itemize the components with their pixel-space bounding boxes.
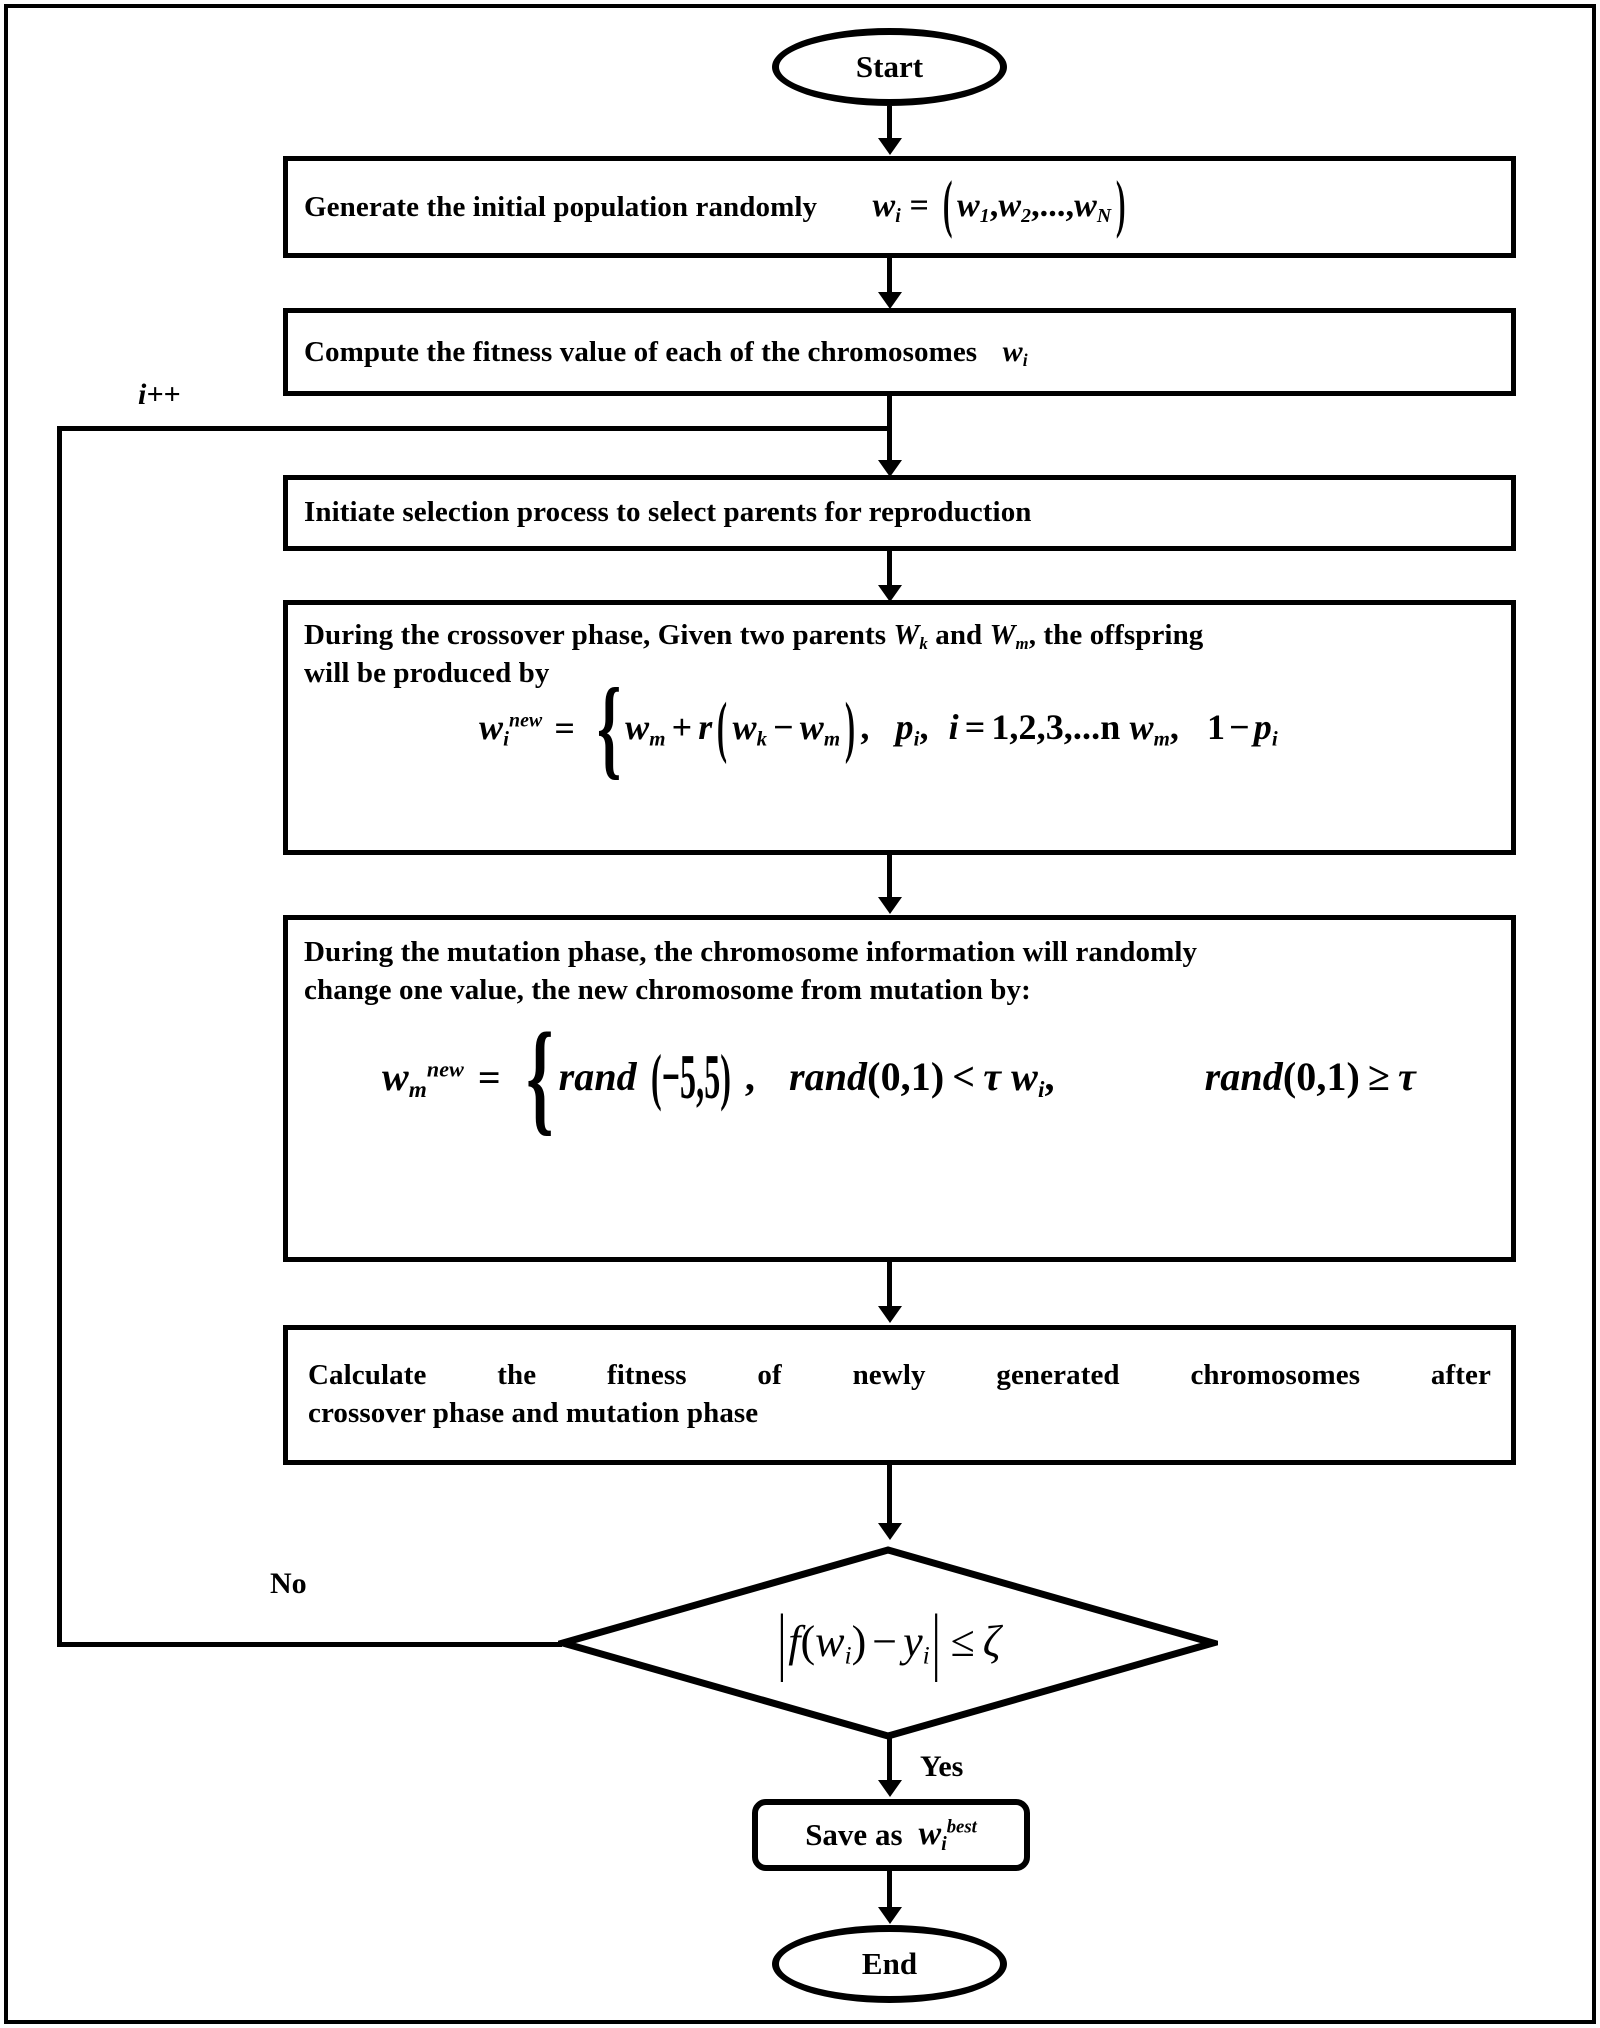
node-calculate-new-fitness-line1: Calculate the fitness of newly generated chromosomes after [308, 1359, 1491, 1392]
node-end-label: End [861, 1946, 918, 1981]
arrowhead-calcfitness [878, 1306, 902, 1323]
save-best-sup: best [946, 1815, 977, 1837]
formula-compute-sub: i [1022, 350, 1028, 371]
crossover-c1-comma: , [860, 706, 870, 747]
mutation-lhs-sup: new [426, 1056, 464, 1082]
connector-init-to-compute [887, 258, 892, 294]
node-mutation-content [304, 934, 1495, 1148]
crossover-piecewise [587, 665, 1278, 790]
crossover-lhs-sub: i [503, 726, 510, 751]
mutation-case2 [1011, 1053, 1416, 1103]
decision-rel: ≤ [950, 1616, 975, 1666]
mutation-c1-rel: < [952, 1053, 976, 1099]
crossover-c1-b-var: w [732, 706, 757, 747]
mutation-c2-cond-arg: (0,1) [1282, 1053, 1360, 1099]
connector-crossover-to-mutation [887, 855, 892, 903]
arrowhead-end [878, 1907, 902, 1924]
node-calculate-new-fitness-line2: crossover phase and mutation phase [308, 1397, 759, 1429]
formula-item2-sub: 2 [1021, 205, 1032, 228]
edge-label-no: No [270, 1567, 307, 1600]
save-best-var: w [918, 1814, 942, 1852]
crossover-parent1-var: W [893, 619, 920, 651]
decision-y-sub: i [922, 1640, 930, 1670]
mutation-cases [558, 1040, 1416, 1113]
node-crossover-line1 [304, 617, 1495, 655]
node-crossover-and: and [935, 619, 983, 651]
mutation-c2-sub: i [1037, 1076, 1045, 1103]
node-crossover-text1-end: , the offspring [1028, 619, 1204, 651]
crossover-case2 [1129, 706, 1278, 751]
crossover-parent2-sub: m [1015, 634, 1029, 654]
decision-w-var: w [815, 1616, 845, 1666]
formula-equals: = [909, 187, 929, 225]
node-save-best-text: Save as [805, 1817, 903, 1852]
node-mutation [283, 915, 1516, 1262]
connector-compute-to-selection [887, 396, 892, 466]
crossover-c1-seq: 1,2,3,...n [991, 706, 1121, 747]
node-compute-fitness-text: Compute the fitness value of each of the chromosomes [304, 336, 978, 369]
mutation-equals: = [477, 1054, 501, 1100]
crossover-c1-plus: + [671, 706, 693, 747]
crossover-c1-p-sub: i [913, 726, 920, 751]
loopback-left-vertical [57, 426, 62, 1647]
crossover-c1-eq2: = [964, 706, 986, 747]
formula-initial-population [872, 170, 1131, 241]
node-calculate-new-fitness-content [308, 1357, 1491, 1432]
node-crossover-text1: During the crossover phase, Given two parents [304, 619, 887, 651]
node-crossover-text2: will be produced by [304, 656, 550, 689]
decision-open-paren: ( [800, 1616, 816, 1666]
node-end [772, 1925, 1007, 2003]
formula-lhs-var: w [872, 187, 896, 225]
formula-item3-sub: N [1096, 205, 1112, 228]
node-crossover-line2 [304, 655, 1495, 693]
crossover-c1-close: ) [845, 688, 856, 765]
formula-item3-var: w [1074, 187, 1097, 225]
crossover-c2-p-sub: i [1271, 726, 1278, 751]
decision-close-paren: ) [851, 1616, 867, 1666]
crossover-c1-p-var: p [895, 706, 914, 747]
crossover-lhs-sup: new [509, 709, 543, 732]
crossover-lhs [479, 704, 542, 752]
mutation-c1-fn: rand [558, 1053, 637, 1099]
mutation-c1-cond-arg: (0,1) [867, 1053, 945, 1099]
node-compute-fitness [283, 308, 1516, 396]
mutation-c2-var: w [1011, 1053, 1038, 1099]
node-generate-initial-population-content [304, 170, 1131, 241]
crossover-c2-a-sub: m [1153, 726, 1170, 751]
mutation-c1-cond-fn: rand [788, 1053, 868, 1099]
crossover-c2-p-var: p [1253, 706, 1272, 747]
crossover-c1-i-var: i [948, 706, 959, 747]
node-decision [558, 1545, 1218, 1741]
arrowhead-mutation [878, 897, 902, 914]
formula-sep1: , [989, 187, 999, 225]
crossover-c2-one: 1 [1207, 706, 1226, 747]
loopback-bottom-horizontal [57, 1642, 562, 1647]
mutation-case1 [558, 1040, 1012, 1113]
node-calculate-new-fitness [283, 1325, 1516, 1465]
formula-item2-var: w [998, 187, 1022, 225]
crossover-c1-open: ( [717, 688, 728, 765]
crossover-equals: = [554, 707, 575, 748]
decision-shape [558, 1545, 1218, 1741]
decision-minus: − [872, 1616, 898, 1666]
crossover-parent1 [893, 619, 928, 654]
node-mutation-line2: change one value, the new chromosome from mutation by: [304, 973, 1031, 1006]
node-selection [283, 475, 1516, 551]
formula-mutation [382, 1008, 1495, 1148]
mutation-brace: { [526, 1008, 554, 1148]
mutation-c2-comma: , [1044, 1053, 1055, 1099]
decision-y-var: y [903, 1616, 923, 1666]
save-best-sub: i [941, 1832, 947, 1855]
decision-f: f [788, 1616, 801, 1666]
crossover-c1-comma2: , [919, 706, 929, 747]
node-compute-fitness-content [304, 332, 1028, 372]
node-selection-content [304, 494, 1032, 532]
node-save-best [752, 1799, 1030, 1871]
crossover-parent2-var: W [989, 619, 1016, 651]
decision-abs-close: | [931, 1599, 941, 1683]
arrowhead-decision [878, 1523, 902, 1540]
connector-decision-to-save [887, 1738, 892, 1786]
node-start-label: Start [855, 49, 924, 84]
node-mutation-line1: During the mutation phase, the chromosome information will randomly [304, 936, 1198, 968]
formula-crossover [479, 665, 1495, 790]
crossover-parent2 [989, 619, 1029, 654]
mutation-c1-arg: (−5,5) [650, 1040, 731, 1113]
arrowhead-init [878, 138, 902, 155]
crossover-c2-a-var: w [1129, 706, 1154, 747]
crossover-c1-a-sub: m [649, 726, 666, 751]
mutation-lhs-var: w [382, 1053, 409, 1099]
node-start [772, 28, 1007, 106]
mutation-c2-rel: ≥ [1367, 1053, 1391, 1099]
mutation-c2-cond-fn: rand [1204, 1053, 1283, 1099]
edge-label-yes: Yes [920, 1750, 964, 1783]
decision-w-sub: i [844, 1640, 852, 1670]
arrowhead-save [878, 1780, 902, 1797]
formula-lhs-sub: i [895, 205, 901, 228]
connector-calcfitness-to-decision [887, 1465, 892, 1527]
mutation-c2-tau: τ [1398, 1053, 1416, 1099]
mutation-c1-tau: τ [983, 1053, 1002, 1099]
crossover-c1-b-sub: k [756, 726, 768, 751]
crossover-c1-minus: − [773, 706, 794, 747]
loopback-top-horizontal [57, 426, 892, 431]
formula-open-paren: ( [942, 170, 953, 241]
formula-close-paren: ) [1116, 170, 1126, 241]
crossover-c1-a-var: w [625, 706, 650, 747]
formula-sep2: ,..., [1031, 187, 1075, 225]
formula-item1-var: w [957, 187, 980, 225]
crossover-brace: { [596, 665, 622, 790]
crossover-parent1-sub: k [919, 634, 928, 654]
crossover-lhs-var: w [479, 706, 504, 747]
mutation-piecewise [515, 1008, 1416, 1148]
node-selection-text: Initiate selection process to select parents for reproduction [304, 496, 1032, 529]
node-generate-initial-population-text: Generate the initial population randomly [304, 191, 818, 224]
node-crossover-content [304, 617, 1495, 790]
node-crossover [283, 600, 1516, 855]
connector-start-to-init [887, 106, 892, 142]
mutation-c1-comma: , [744, 1053, 755, 1099]
mutation-lhs-sub: m [408, 1076, 427, 1103]
formula-save-best [919, 1815, 977, 1856]
formula-compute-fitness [1002, 335, 1028, 371]
crossover-c2-comma: , [1169, 706, 1180, 747]
formula-compute-var: w [1002, 335, 1023, 369]
crossover-c1-c-sub: m [823, 726, 841, 751]
crossover-c1-c-var: w [799, 706, 824, 747]
formula-item1-sub: 1 [979, 205, 990, 228]
crossover-c2-minus: − [1229, 706, 1250, 747]
crossover-case1 [625, 688, 1129, 765]
crossover-cases [625, 688, 1278, 765]
decision-zeta: ζ [982, 1616, 1001, 1666]
connector-mutation-to-calcfitness [887, 1262, 892, 1310]
arrowhead-compute [878, 292, 902, 309]
node-generate-initial-population [283, 156, 1516, 258]
decision-abs-open: | [777, 1599, 787, 1683]
mutation-lhs [382, 1051, 464, 1105]
edge-label-increment: i++ [138, 378, 181, 411]
crossover-c1-r: r [698, 706, 713, 747]
